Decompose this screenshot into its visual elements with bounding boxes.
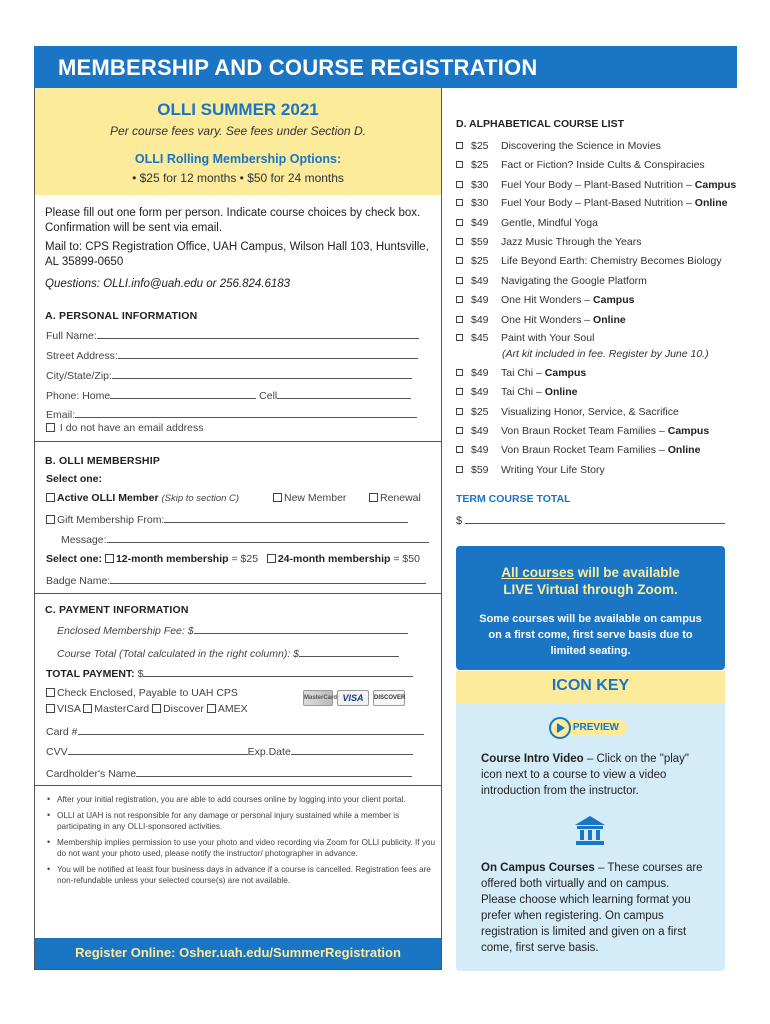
amex-checkbox[interactable] — [207, 704, 216, 713]
city-state-zip-field[interactable] — [46, 368, 412, 384]
new-member-checkbox[interactable] — [273, 493, 282, 502]
course-item[interactable] — [456, 217, 598, 233]
course-price: $49 — [471, 386, 489, 398]
12-month-price: = $25 — [231, 553, 259, 565]
course-checkbox[interactable] — [456, 316, 463, 323]
course-name: Paint with Your Soul — [501, 332, 595, 344]
card-type-options[interactable] — [46, 703, 248, 719]
course-name: Jazz Music Through the Years — [501, 236, 642, 248]
policy-bullet: • Membership implies permission to use your photo and video recording via Zoom for OLLI publicity. If you do not want your photo used, please notify the instructor/ photographer in advance. — [45, 837, 437, 859]
course-item[interactable] — [456, 332, 594, 348]
course-checkbox[interactable] — [456, 427, 463, 434]
course-price: $25 — [471, 140, 489, 152]
card-number-field[interactable] — [46, 724, 424, 740]
page-title: MEMBERSHIP AND COURSE REGISTRATION — [58, 55, 538, 80]
course-price: $25 — [471, 406, 489, 418]
icon-key-bar — [456, 671, 725, 703]
section-divider — [35, 441, 441, 442]
exp-date-label: Exp.Date — [247, 746, 291, 758]
policy-bullet: • After your initial registration, you are able to add courses online by logging into your client portal. — [45, 794, 437, 805]
course-checkbox[interactable] — [456, 142, 463, 149]
course-item[interactable] — [456, 197, 727, 213]
new-member-label: New Member — [284, 492, 347, 504]
course-total-label: Course Total (Total calculated in the right column): $ — [57, 648, 300, 660]
course-format: Campus — [544, 367, 587, 379]
course-checkbox[interactable] — [456, 238, 463, 245]
course-price: $59 — [471, 464, 489, 476]
24-month-label: 24-month membership — [277, 553, 391, 565]
on-campus-courses-text — [481, 860, 706, 956]
course-item[interactable] — [456, 179, 736, 195]
select-one-label-2: Select one: — [46, 553, 103, 565]
course-checkbox[interactable] — [456, 369, 463, 376]
questions-contact: Questions: OLLI.info@uah.edu or 256.824.6183 — [45, 278, 291, 290]
cell-label: Cell — [259, 390, 278, 402]
course-item[interactable] — [456, 159, 705, 175]
course-price: $30 — [471, 179, 489, 191]
course-price: $49 — [471, 217, 489, 229]
term-course-total-heading: TERM COURSE TOTAL — [456, 493, 571, 505]
zoom-title-line2: LIVE Virtual through Zoom. — [503, 582, 678, 597]
course-item[interactable] — [456, 140, 661, 156]
no-email-box[interactable] — [46, 423, 55, 432]
course-checkbox[interactable] — [456, 296, 463, 303]
mail-to-address: Mail to: CPS Registration Office, UAH Campus, Wilson Hall 103, Huntsville, AL 35899-0650 — [45, 241, 429, 268]
visa-label: VISA — [57, 703, 81, 715]
enclosed-fee-field[interactable] — [57, 623, 408, 639]
cardholder-name-label: Cardholder's Name — [46, 768, 137, 780]
gift-membership-field[interactable] — [46, 512, 408, 528]
active-member-checkbox[interactable] — [46, 493, 55, 502]
no-email-checkbox[interactable] — [46, 422, 204, 438]
12-month-checkbox[interactable] — [105, 554, 114, 563]
full-name-label: Full Name: — [46, 330, 97, 342]
course-checkbox[interactable] — [456, 181, 463, 188]
course-name: Tai Chi – — [501, 386, 542, 398]
check-enclosed-label: Check Enclosed, Payable to UAH CPS — [57, 687, 238, 699]
preview-label: PREVIEW — [563, 720, 627, 736]
course-price: $45 — [471, 332, 489, 344]
register-online-bar[interactable] — [35, 938, 441, 969]
course-intro-video-text — [481, 751, 706, 799]
membership-length-options[interactable] — [46, 553, 420, 569]
course-name: One Hit Wonders – — [501, 314, 591, 326]
course-item[interactable] — [456, 386, 577, 402]
fill-out-instructions: Please fill out one form per person. Indicate course choices by check box. Confirmation will be sent via email. — [45, 207, 421, 234]
active-member-note: (Skip to section C) — [161, 493, 240, 504]
play-icon — [549, 717, 571, 739]
course-price: $59 — [471, 236, 489, 248]
card-number-label: Card # — [46, 726, 78, 738]
section-b-heading: B. OLLI MEMBERSHIP — [45, 455, 161, 467]
email-field[interactable] — [46, 407, 417, 423]
full-name-field[interactable] — [46, 328, 419, 344]
course-item[interactable] — [456, 406, 679, 422]
course-format: Campus — [593, 294, 635, 306]
section-divider — [35, 785, 441, 786]
on-campus-courses-title: On Campus Courses — [481, 862, 595, 874]
rolling-membership-options: • $25 for 12 months • $50 for 24 months — [132, 171, 344, 185]
badge-name-field[interactable] — [46, 573, 426, 589]
course-item[interactable] — [456, 444, 700, 460]
card-logos — [303, 690, 409, 708]
icon-key-box — [456, 703, 725, 971]
course-checkbox[interactable] — [456, 219, 463, 226]
on-campus-courses-desc: – These courses are offered both virtually and on campus. Please choose which learning format you prefer when registering. On campus registration is limited and given on a first come, first serve basis. — [481, 862, 703, 954]
header-bar — [34, 46, 737, 88]
course-item[interactable] — [456, 236, 641, 252]
register-online-link[interactable]: Register Online: Osher.uah.edu/SummerRegistration — [75, 945, 401, 960]
phone-field[interactable] — [46, 388, 411, 404]
no-email-label: I do not have an email address — [59, 422, 204, 434]
enclosed-fee-label: Enclosed Membership Fee: $ — [57, 625, 194, 637]
course-price: $30 — [471, 197, 489, 209]
preview-button[interactable] — [549, 717, 629, 739]
rolling-membership-title: OLLI Rolling Membership Options: — [134, 152, 342, 166]
course-checkbox[interactable] — [456, 161, 463, 168]
active-member-option[interactable] — [46, 492, 239, 508]
24-month-price: = $50 — [393, 553, 420, 565]
course-name: Writing Your Life Story — [501, 464, 605, 476]
course-name: Von Braun Rocket Team Families – — [501, 425, 665, 437]
course-name: One Hit Wonders – — [501, 294, 591, 306]
icon-key-title: ICON KEY — [551, 677, 630, 694]
course-price: $25 — [471, 255, 489, 267]
cardholder-name-field[interactable] — [46, 766, 412, 782]
discover-logo: DISCOVER — [373, 690, 405, 706]
summer-subtitle: Per course fees vary. See fees under Section D. — [110, 124, 366, 138]
24-month-checkbox[interactable] — [267, 554, 276, 563]
badge-name-label: Badge Name: — [46, 575, 111, 587]
course-name: Fuel Your Body – Plant-Based Nutrition – — [501, 197, 692, 209]
course-price: $49 — [471, 425, 489, 437]
visa-checkbox[interactable] — [46, 704, 55, 713]
phone-home-label: Phone: Home — [46, 390, 111, 402]
street-address-label: Street Address: — [46, 350, 118, 362]
policy-bullet: • You will be notified at least four business days in advance if a course is cancelled. Registration fees are non-refundable unless your selected course(s) are not available. — [45, 864, 437, 886]
registration-form-panel — [34, 88, 442, 970]
course-checkbox[interactable] — [456, 446, 463, 453]
course-checkbox[interactable] — [456, 466, 463, 473]
street-address-field[interactable] — [46, 348, 418, 364]
course-price: $49 — [471, 275, 489, 287]
mastercard-checkbox[interactable] — [83, 704, 92, 713]
policy-bullet: • OLLI at UAH is not responsible for any damage or personal injury sustained while a member is participating in any OLLI-sponsored activities. — [45, 810, 437, 832]
all-courses-text: All courses — [501, 565, 574, 580]
active-member-label: Active OLLI Member — [57, 492, 159, 504]
course-price: $49 — [471, 294, 489, 306]
course-item[interactable] — [456, 425, 709, 441]
course-item[interactable] — [456, 255, 722, 271]
course-intro-video-desc: – Click on the "play" icon next to a course to view a video introduction from the instructor. — [481, 753, 689, 797]
term-total-dollar: $ — [456, 515, 463, 527]
mastercard-label: MasterCard — [94, 703, 150, 715]
mastercard-logo: MasterCard — [303, 690, 333, 706]
course-name: Von Braun Rocket Team Families – — [501, 444, 665, 456]
cvv-label: CVV — [46, 746, 68, 758]
course-format: Online — [544, 386, 578, 398]
course-format: Online — [593, 314, 626, 326]
course-name: Gentle, Mindful Yoga — [501, 217, 598, 229]
gift-membership-label: Gift Membership From: — [57, 514, 165, 526]
course-price: $49 — [471, 367, 489, 379]
course-price: $25 — [471, 159, 489, 171]
course-item[interactable] — [456, 294, 634, 310]
gift-membership-checkbox[interactable] — [46, 515, 55, 524]
course-name: Tai Chi – — [501, 367, 542, 379]
course-total-field[interactable] — [57, 646, 399, 662]
course-checkbox[interactable] — [456, 388, 463, 395]
course-format: Online — [694, 197, 728, 209]
section-divider — [35, 593, 441, 594]
zoom-subtitle: Some courses will be available on campus on a first come, first serve basis due to limited seating. — [479, 613, 702, 657]
course-checkbox[interactable] — [456, 199, 463, 206]
amex-label: AMEX — [217, 703, 248, 715]
cvv-exp-field[interactable] — [46, 744, 413, 760]
zoom-title-rest: will be available — [573, 565, 680, 580]
message-field[interactable] — [61, 532, 429, 548]
course-name: Fact or Fiction? Inside Cults & Conspiracies — [501, 159, 705, 171]
section-c-heading: C. PAYMENT INFORMATION — [45, 604, 189, 616]
course-name: Visualizing Honor, Service, & Sacrifice — [501, 406, 679, 418]
section-a-heading: A. PERSONAL INFORMATION — [45, 310, 198, 322]
total-payment-label: TOTAL PAYMENT: — [46, 668, 135, 680]
course-item[interactable] — [456, 275, 647, 291]
term-course-total-field[interactable] — [456, 512, 725, 527]
zoom-title — [456, 564, 725, 598]
zoom-availability-box — [456, 546, 725, 670]
course-checkbox[interactable] — [456, 408, 463, 415]
course-item[interactable] — [456, 464, 605, 480]
select-one-label: Select one: — [46, 473, 103, 485]
check-enclosed-checkbox[interactable] — [46, 688, 55, 697]
12-month-label: 12-month membership — [115, 553, 229, 565]
discover-checkbox[interactable] — [152, 704, 161, 713]
renewal-option[interactable] — [369, 492, 421, 508]
course-checkbox[interactable] — [456, 277, 463, 284]
course-intro-video-title: Course Intro Video — [481, 753, 584, 765]
course-checkbox[interactable] — [456, 257, 463, 264]
course-checkbox[interactable] — [456, 334, 463, 341]
summer-title: OLLI SUMMER 2021 — [157, 100, 319, 119]
course-price: $49 — [471, 314, 489, 326]
check-enclosed-option[interactable] — [46, 687, 238, 703]
discover-label: Discover — [163, 703, 204, 715]
email-label: Email: — [46, 409, 76, 421]
renewal-label: Renewal — [380, 492, 421, 504]
course-name: Navigating the Google Platform — [501, 275, 647, 287]
course-name: Discovering the Science in Movies — [501, 140, 661, 152]
city-state-zip-label: City/State/Zip: — [46, 370, 112, 382]
total-payment-dollar: $ — [137, 668, 144, 680]
course-name: Fuel Your Body – Plant-Based Nutrition – — [501, 179, 692, 191]
policy-bullets — [45, 794, 437, 891]
campus-building-icon — [573, 815, 607, 847]
course-format: Online — [667, 444, 701, 456]
course-name: Life Beyond Earth: Chemistry Becomes Biology — [501, 255, 722, 267]
visa-logo: VISA — [337, 690, 369, 706]
message-label: Message: — [61, 534, 107, 546]
course-item[interactable] — [456, 314, 626, 330]
section-d-heading: D. ALPHABETICAL COURSE LIST — [456, 118, 625, 130]
summer-banner — [35, 88, 441, 195]
renewal-checkbox[interactable] — [369, 493, 378, 502]
course-item[interactable] — [456, 367, 586, 383]
new-member-option[interactable] — [273, 492, 346, 508]
total-payment-field[interactable] — [46, 666, 413, 682]
course-format: Campus — [694, 179, 737, 191]
course-format: Campus — [667, 425, 710, 437]
paint-course-note: (Art kit included in fee. Register by June 10.) — [502, 348, 709, 360]
course-price: $49 — [471, 444, 489, 456]
